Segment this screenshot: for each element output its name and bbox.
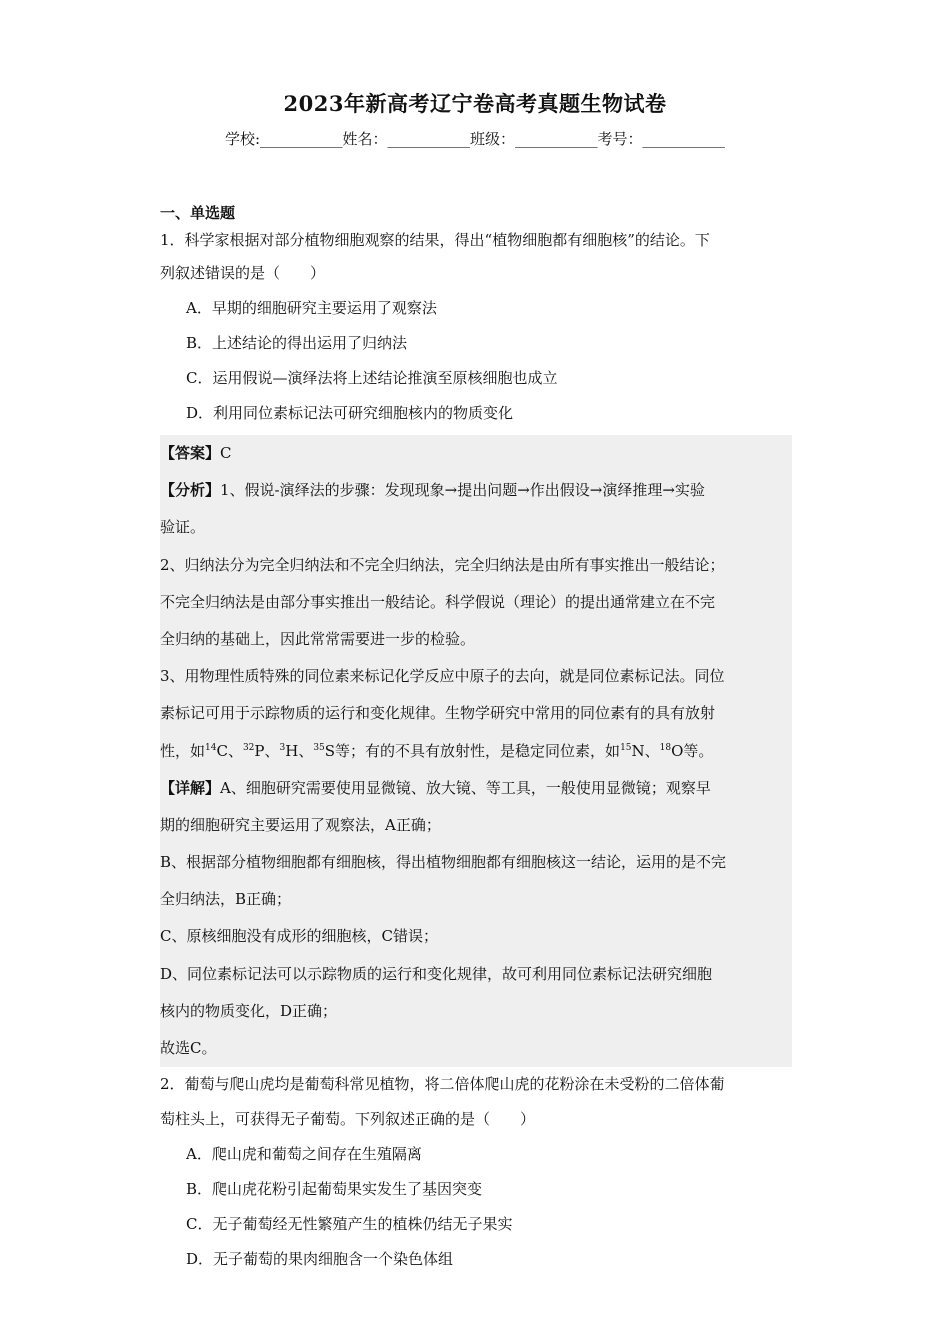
- question-1-option-d: D．利用同位素标记法可研究细胞核内的物质变化: [186, 404, 514, 422]
- isotope-symbol: O等。: [671, 741, 714, 760]
- isotope-symbol: P、: [254, 741, 280, 760]
- detail-line: B、根据部分植物细胞都有细胞核，得出植物细胞都有细胞核这一结论，运用的是不完: [160, 853, 727, 872]
- question-2-option-a: A．爬山虎和葡萄之间存在生殖隔离: [186, 1145, 422, 1164]
- isotope-line: [160, 733, 792, 770]
- isotope-mass: 14: [205, 742, 217, 753]
- question-1-option-c: C．运用假说—演绎法将上述结论推演至原核细胞也成立: [186, 369, 558, 387]
- exam-content: [160, 202, 792, 1277]
- analysis-line: 3、用物理性质特殊的同位素来标记化学反应中原子的去向，就是同位素标记法。同位: [160, 667, 725, 686]
- question-2-stem-line: 萄柱头上，可获得无子葡萄。下列叙述正确的是（ ）: [160, 1110, 536, 1129]
- detail-line: 全归纳法，B正确；: [160, 890, 292, 909]
- detail-line: 核内的物质变化，D正确；: [160, 1001, 338, 1020]
- question-1-stem-line: 列叙述错误的是（ ）: [160, 264, 326, 282]
- isotope-mass: 15: [620, 742, 632, 753]
- page-title: 2023年新高考辽宁卷高考真题生物试卷: [283, 91, 667, 116]
- analysis-line: 验证。: [160, 518, 206, 537]
- detail-tag: 【详解】: [160, 778, 221, 797]
- class-field: 班级：___________: [470, 130, 598, 148]
- analysis-line: [160, 472, 792, 509]
- question-1: [160, 224, 792, 431]
- question-1-option-a: A．早期的细胞研究主要运用了观察法: [186, 299, 437, 317]
- analysis-tag: 【分析】: [160, 481, 221, 500]
- answer-value: C: [220, 444, 232, 462]
- question-2-option-b: B．爬山虎花粉引起葡萄果实发生了基因突变: [186, 1180, 483, 1199]
- isotope-text: 性，如: [160, 741, 206, 760]
- isotope-mass: 3: [279, 742, 286, 753]
- answer-line: [160, 435, 792, 472]
- student-info-line: [0, 128, 950, 149]
- question-1-option-b: B．上述结论的得出运用了归纳法: [186, 334, 408, 352]
- name-field: 姓名：___________: [342, 130, 471, 148]
- section-heading: 一、单选题: [160, 204, 236, 222]
- isotope-symbol: C、: [216, 741, 243, 760]
- detail-line: C、原核细胞没有成形的细胞核，C错误；: [160, 927, 438, 946]
- analysis-line: 2、归纳法分为完全归纳法和不完全归纳法，完全归纳法是由所有事实推出一般结论；: [160, 555, 725, 574]
- detail-text: A、细胞研究需要使用显微镜、放大镜、等工具，一般使用显微镜；观察早: [220, 778, 711, 797]
- question-2: [160, 1067, 792, 1277]
- detail-line: 故选C。: [160, 1039, 217, 1057]
- question-1-answer-box: [160, 435, 792, 1067]
- question-2-option-d: D．无子葡萄的果肉细胞含一个染色体组: [186, 1250, 454, 1269]
- analysis-text: 1、假说-演绎法的步骤：发现现象→提出问题→作出假设→演绎推理→实验: [220, 481, 705, 500]
- isotope-symbol: N、: [631, 741, 660, 760]
- analysis-line: 素标记可用于示踪物质的运行和变化规律。生物学研究中常用的同位素有的具有放射: [160, 704, 716, 723]
- isotope-mass: 35: [313, 742, 325, 753]
- analysis-line: 全归纳的基础上，因此常常需要进一步的检验。: [160, 629, 476, 648]
- isotope-symbol: S等；有的不具有放射性，是稳定同位素，如: [324, 741, 621, 760]
- detail-line: [160, 770, 792, 807]
- isotope-mass: 18: [659, 742, 672, 753]
- question-1-stem-line: 1．科学家根据对部分植物细胞观察的结果，得出“植物细胞都有细胞核”的结论。下: [160, 231, 710, 249]
- detail-line: D、同位素标记法可以示踪物质的运行和变化规律，故可利用同位素标记法研究细胞: [160, 964, 713, 983]
- isotope-symbol: H、: [285, 741, 314, 760]
- detail-line: 期的细胞研究主要运用了观察法，A正确；: [160, 815, 441, 834]
- isotope-mass: 32: [242, 742, 255, 753]
- school-field: 学校:___________: [224, 130, 343, 148]
- question-2-option-c: C．无子葡萄经无性繁殖产生的植株仍结无子果实: [186, 1215, 513, 1234]
- question-2-stem-line: 2．葡萄与爬山虎均是葡萄科常见植物，将二倍体爬山虎的花粉涂在未受粉的二倍体葡: [160, 1075, 725, 1094]
- exam-number-field: 考号：___________: [597, 130, 726, 148]
- answer-tag: 【答案】: [160, 444, 221, 462]
- analysis-line: 不完全归纳法是由部分事实推出一般结论。科学假说（理论）的提出通常建立在不完: [160, 592, 716, 611]
